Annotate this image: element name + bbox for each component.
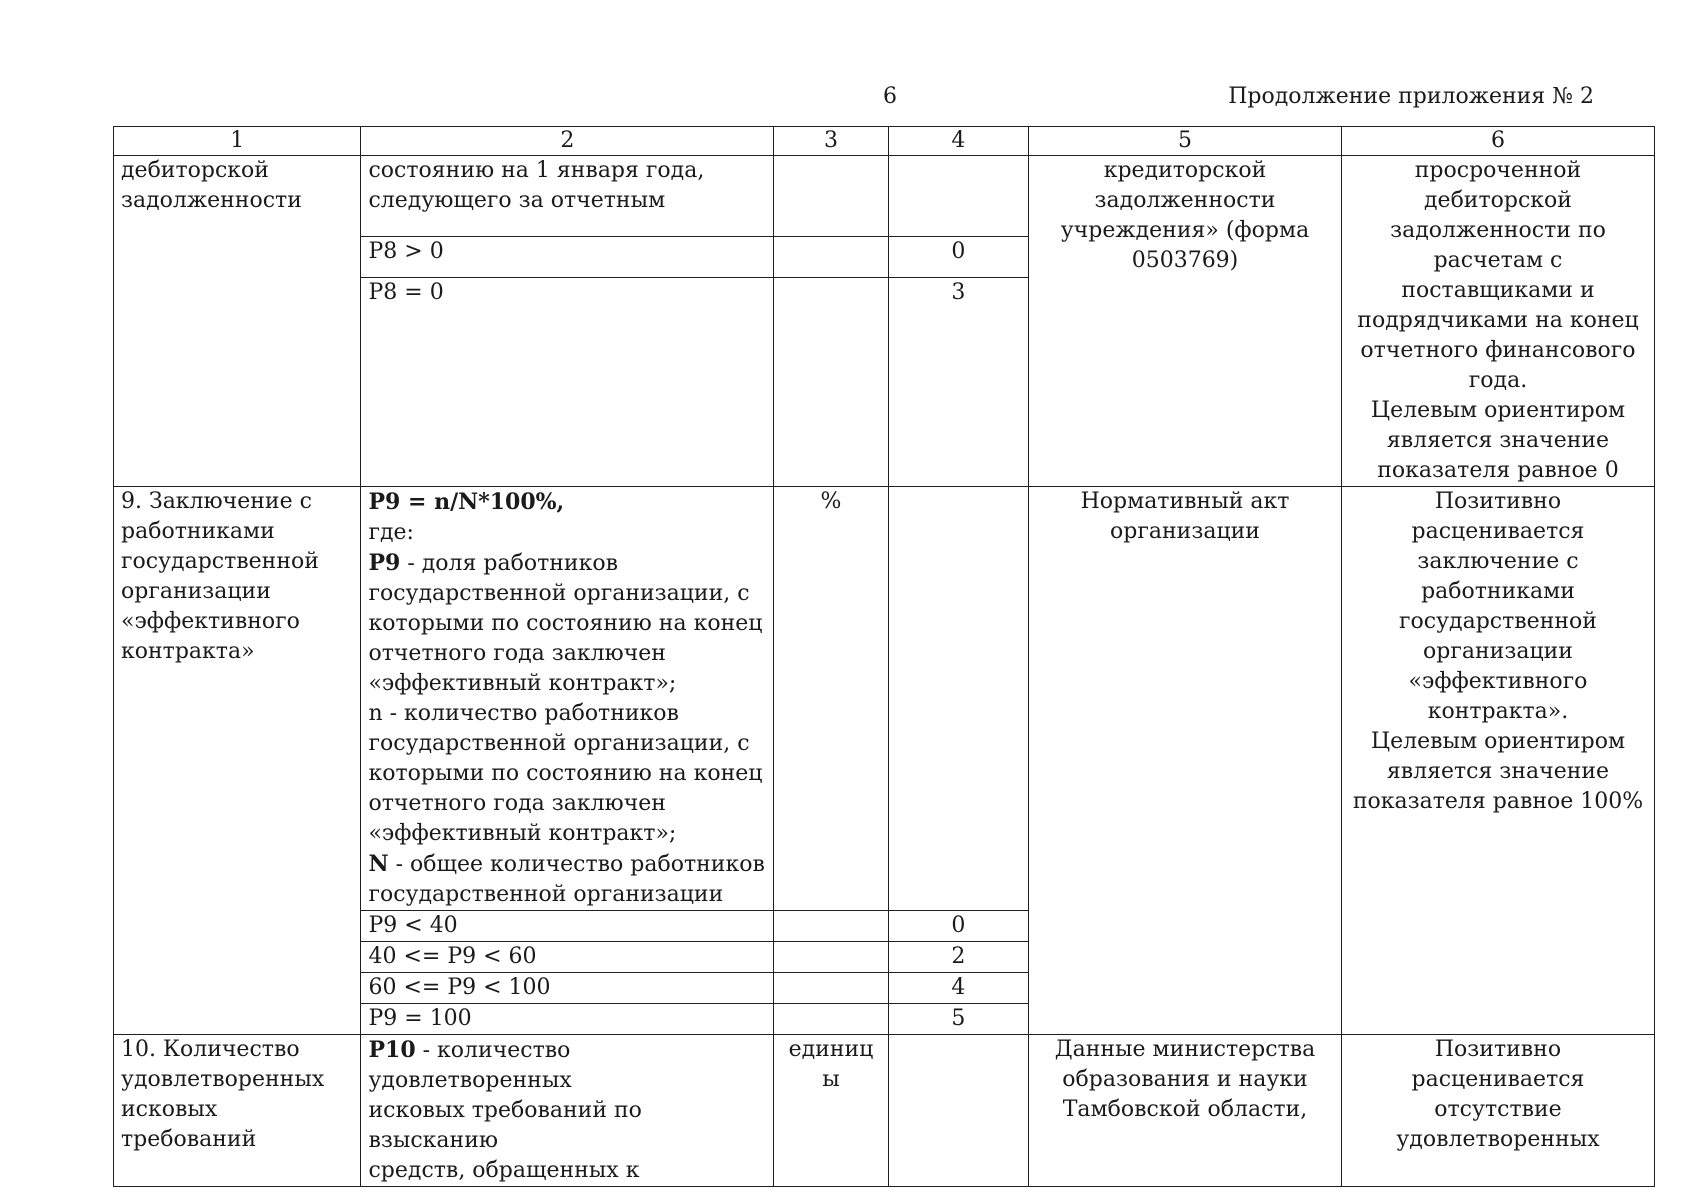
score-cell: 0 <box>888 911 1028 942</box>
score-cell: 5 <box>888 1004 1028 1035</box>
page-number: 6 <box>883 84 897 109</box>
formula-cell: Р10 - количество удовлетворенных исковых требований по взысканию средств, обращенных к <box>361 1035 774 1187</box>
formula: Р9 = n/N*100%, <box>368 489 565 515</box>
indicator-name-cell: дебиторской задолженности <box>114 156 361 487</box>
condition-cell: Р9 = 100 <box>361 1004 774 1035</box>
condition-cell: Р9 < 40 <box>361 911 774 942</box>
table-row <box>114 1035 1655 1187</box>
condition-cell: 60 <= Р9 < 100 <box>361 973 774 1004</box>
score-cell: 2 <box>888 942 1028 973</box>
score-cell <box>888 487 1028 911</box>
column-header: 6 <box>1341 127 1654 156</box>
variable-term: N <box>368 851 389 877</box>
score-cell: 0 <box>888 236 1028 277</box>
comment-cell: просроченной дебиторской задолженности по расчетам с поставщиками и подрядчиками на конец отчетного финансового года. Целевым ориентиром является значение показателя равное 0 <box>1341 156 1654 487</box>
column-header: 1 <box>114 127 361 156</box>
score-cell: 3 <box>888 278 1028 487</box>
table-row <box>114 487 1655 911</box>
column-header: 2 <box>361 127 774 156</box>
column-header: 5 <box>1029 127 1342 156</box>
unit-cell <box>774 278 888 487</box>
source-cell: Нормативный акт организации <box>1029 487 1342 1035</box>
appendix-continuation-note: Продолжение приложения № 2 <box>1228 84 1594 109</box>
unit-cell <box>774 156 888 237</box>
column-header: 3 <box>774 127 888 156</box>
score-cell <box>888 156 1028 237</box>
table-row <box>114 156 1655 237</box>
unit-cell <box>774 942 888 973</box>
score-cell <box>888 1035 1028 1187</box>
condition-cell: Р8 = 0 <box>361 278 774 487</box>
unit-cell: единиц ы <box>774 1035 888 1187</box>
criteria-table <box>113 126 1655 1187</box>
unit-cell <box>774 236 888 277</box>
source-cell: кредиторской задолженности учреждения» (форма 0503769) <box>1029 156 1342 487</box>
source-cell: Данные министерства образования и науки Тамбовской области, <box>1029 1035 1342 1187</box>
condition-cell: 40 <= Р9 < 60 <box>361 942 774 973</box>
indicator-name-cell: 9. Заключение с работниками государственной организации «эффективного контракта» <box>114 487 361 1035</box>
comment-cell: Позитивно расценивается заключение с работниками государственной организации «эффективного контракта». Целевым ориентиром является значение показателя равное 100% <box>1341 487 1654 1035</box>
formula-cell: состоянию на 1 января года, следующего за отчетным <box>361 156 774 237</box>
unit-cell <box>774 973 888 1004</box>
score-cell: 4 <box>888 973 1028 1004</box>
table-header-row <box>114 127 1655 156</box>
indicator-name-cell: 10. Количество удовлетворенных исковых требований <box>114 1035 361 1187</box>
formula-cell: Р9 = n/N*100%, где: Р9 - доля работников государственной организации, с которыми по состоянию на конец отчетного года заключен «эффективный контракт»; n - количество работников государственной организации, с которыми по состоянию на конец отчетного года заключен «эффективный контракт»; N - общее количество работников государственной организации <box>361 487 774 911</box>
comment-cell: Позитивно расценивается отсутствие удовлетворенных <box>1341 1035 1654 1187</box>
condition-cell: Р8 > 0 <box>361 236 774 277</box>
unit-cell <box>774 1004 888 1035</box>
column-header: 4 <box>888 127 1028 156</box>
variable-term: Р9 <box>368 550 401 576</box>
unit-cell: % <box>774 487 888 911</box>
variable-term: Р10 <box>368 1037 416 1063</box>
unit-cell <box>774 911 888 942</box>
